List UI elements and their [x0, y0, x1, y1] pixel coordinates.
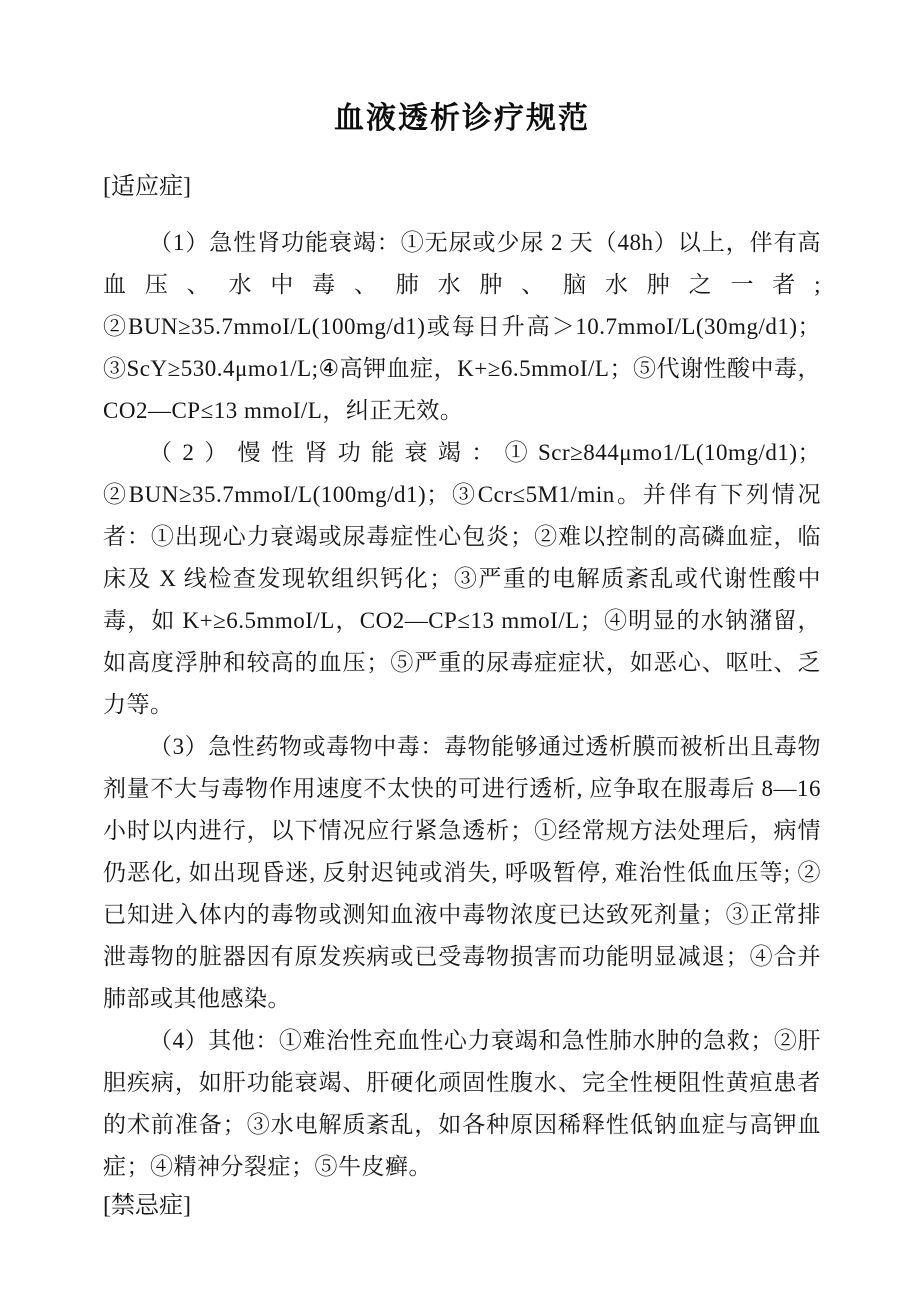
paragraph-other-indications: （4）其他：①难治性充血性心力衰竭和急性肺水肿的急救；②肝胆疾病，如肝功能衰竭、肝硬化顽固性腹水、完全性梗阻性黄疸患者的术前准备；③水电解质紊乱，如各种原因稀释性低钠血症与高钾血症；④精神分裂症；⑤牛皮癣。 — [103, 1028, 821, 1179]
paragraph-acute-renal-failure: （1）急性肾功能衰竭：①无尿或少尿 2 天（48h）以上，伴有高血压、水中毒、肺水肿、脑水肿之一者; ②BUN≥35.7mmoI/L(100mg/d1)或每日升高＞10.7mmoI/L(30mg/d1)；③ScY≥530.4μmo1/L;④高钾血症，K+≥6.5mmoI/L；⑤代谢性酸中毒，CO2—CP≤13 mmoI/L，纠正无效。 — [103, 230, 821, 423]
section-label-contraindications: [禁忌症] — [103, 1193, 191, 1219]
paragraph-acute-poisoning: （3）急性药物或毒物中毒：毒物能够通过透析膜而被析出且毒物剂量不大与毒物作用速度不太快的可进行透析, 应争取在服毒后 8—16 小时以内进行，以下情况应行紧急透析；①经常规方法处理后，病情仍恶化, 如出现昏迷, 反射迟钝或消失, 呼吸暂停, 难治性低血压等; ②已知进入体内的毒物或测知血液中毒物浓度已达致死剂量；③正常排泄毒物的脏器因有原发疾病或已受毒物损害而功能明显减退；④合并肺部或其他感染。 — [103, 734, 821, 1011]
document-title: 血液透析诊疗规范 — [334, 102, 590, 135]
section-label-indications: [适应症] — [103, 174, 191, 200]
paragraph-chronic-renal-failure: （2）慢性肾功能衰竭：①Scr≥844μmo1/L(10mg/d1)；②BUN≥35.7mmoI/L(100mg/d1)；③Ccr≤5M1/min。并伴有下列情况者：①出现心力衰竭或尿毒症性心包炎；②难以控制的高磷血症，临床及 X 线检查发现软组织钙化；③严重的电解质紊乱或代谢性酸中毒，如 K+≥6.5mmoI/L，CO2—CP≤13 mmoI/L；④明显的水钠潴留，如高度浮肿和较高的血压；⑤严重的尿毒症症状，如恶心、呕吐、乏力等。 — [103, 440, 821, 717]
